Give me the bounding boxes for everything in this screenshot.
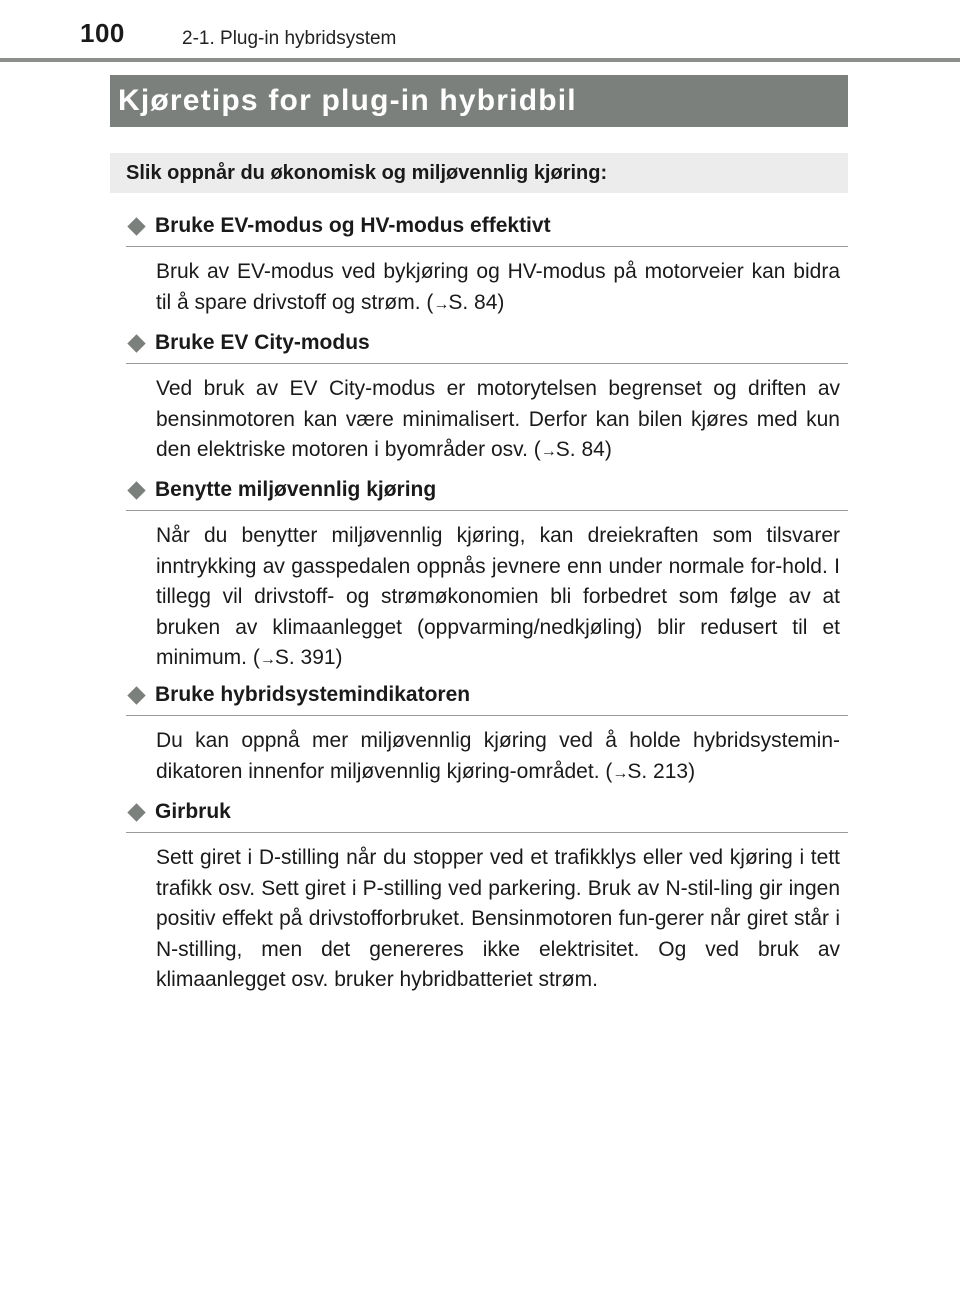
section-heading — [126, 210, 848, 247]
section-title: Benytte miljøvennlig kjøring — [155, 478, 437, 501]
section-title: Bruke EV City-modus — [155, 331, 370, 354]
page-title-bar — [110, 75, 848, 127]
page-reference[interactable]: S. 84) — [448, 290, 505, 314]
diamond-bullet-icon — [127, 803, 145, 821]
section-ev-hv-modus — [126, 210, 848, 320]
page-reference[interactable]: S. 391) — [274, 646, 343, 669]
page-reference[interactable]: S. 84) — [555, 438, 612, 461]
diamond-bullet-icon — [127, 334, 145, 352]
section-title: Girbruk — [155, 800, 231, 823]
section-heading — [126, 679, 848, 716]
diamond-bullet-icon — [127, 217, 145, 235]
section-miljovennlig-kjoring — [126, 474, 848, 676]
section-heading — [126, 474, 848, 511]
section-text: Når du benytter miljøvennlig kjøring, kan dreiekraften som tilsvarer inntrykking av gasspedalen oppnås jevnere enn under normale for-hold. I tillegg vil drivstoff- og strømøkonomien bli forbedret som følge av at bruken av klimaanlegget (oppvarming/nedkjøling) blir redusert til et minimum. (→S. 391) — [156, 524, 840, 669]
section-title: Bruke EV-modus og HV-modus effektivt — [155, 214, 551, 237]
section-text: Du kan oppnå mer miljøvennlig kjøring ved å holde hybridsystemin-dikatoren innenfor miljøvennlig kjøring-området. (→S. 213) — [156, 729, 840, 783]
section-text: Sett giret i D-stilling når du stopper ved et trafikklys eller ved kjøring i tett trafikk osv. Sett giret i P-stilling ved parkering. Bruk av N-stil-ling gir ingen positiv effekt på drivstofforbruket. Bensinmotoren fun-gerer når giret står i N-stilling, men det genereres ikke elektrisitet. Og ved bruk av klimaanlegget osv. bruker hybridbatteriet strøm. — [156, 846, 840, 991]
page-reference[interactable]: S. 213) — [627, 759, 696, 783]
arrow-icon: → — [612, 764, 628, 782]
intro-box — [110, 153, 848, 193]
section-title: Bruke hybridsystemindikatoren — [155, 683, 471, 706]
arrow-icon: → — [259, 651, 275, 668]
section-girbruk — [126, 796, 848, 996]
intro-text: Slik oppnår du økonomisk og miljøvennlig kjøring: — [126, 161, 608, 184]
chapter-heading: 2-1. Plug-in hybridsystem — [182, 28, 397, 49]
arrow-icon: → — [540, 443, 556, 460]
section-text: Ved bruk av EV City-modus er motorytelsen begrenset og driften av bensinmotoren kan være minimalisert. Derfor kan bilen kjøres med kun den elektriske motoren i byområder osv. (→S. 84) — [156, 377, 840, 461]
arrow-icon: → — [433, 295, 449, 313]
section-text: Bruk av EV-modus ved bykjøring og HV-modus på motorveier kan bidra til å spare drivstoff og strøm. (→S. 84) — [156, 260, 840, 314]
page-title: Kjøretips for plug-in hybridbil — [118, 84, 577, 117]
section-ev-city-modus — [126, 327, 848, 468]
section-heading — [126, 796, 848, 833]
page-number: 100 — [80, 18, 125, 48]
section-hybridsystemindikator — [126, 679, 848, 789]
diamond-bullet-icon — [127, 686, 145, 704]
header-rule — [0, 58, 960, 62]
diamond-bullet-icon — [127, 481, 145, 499]
section-heading — [126, 327, 848, 364]
